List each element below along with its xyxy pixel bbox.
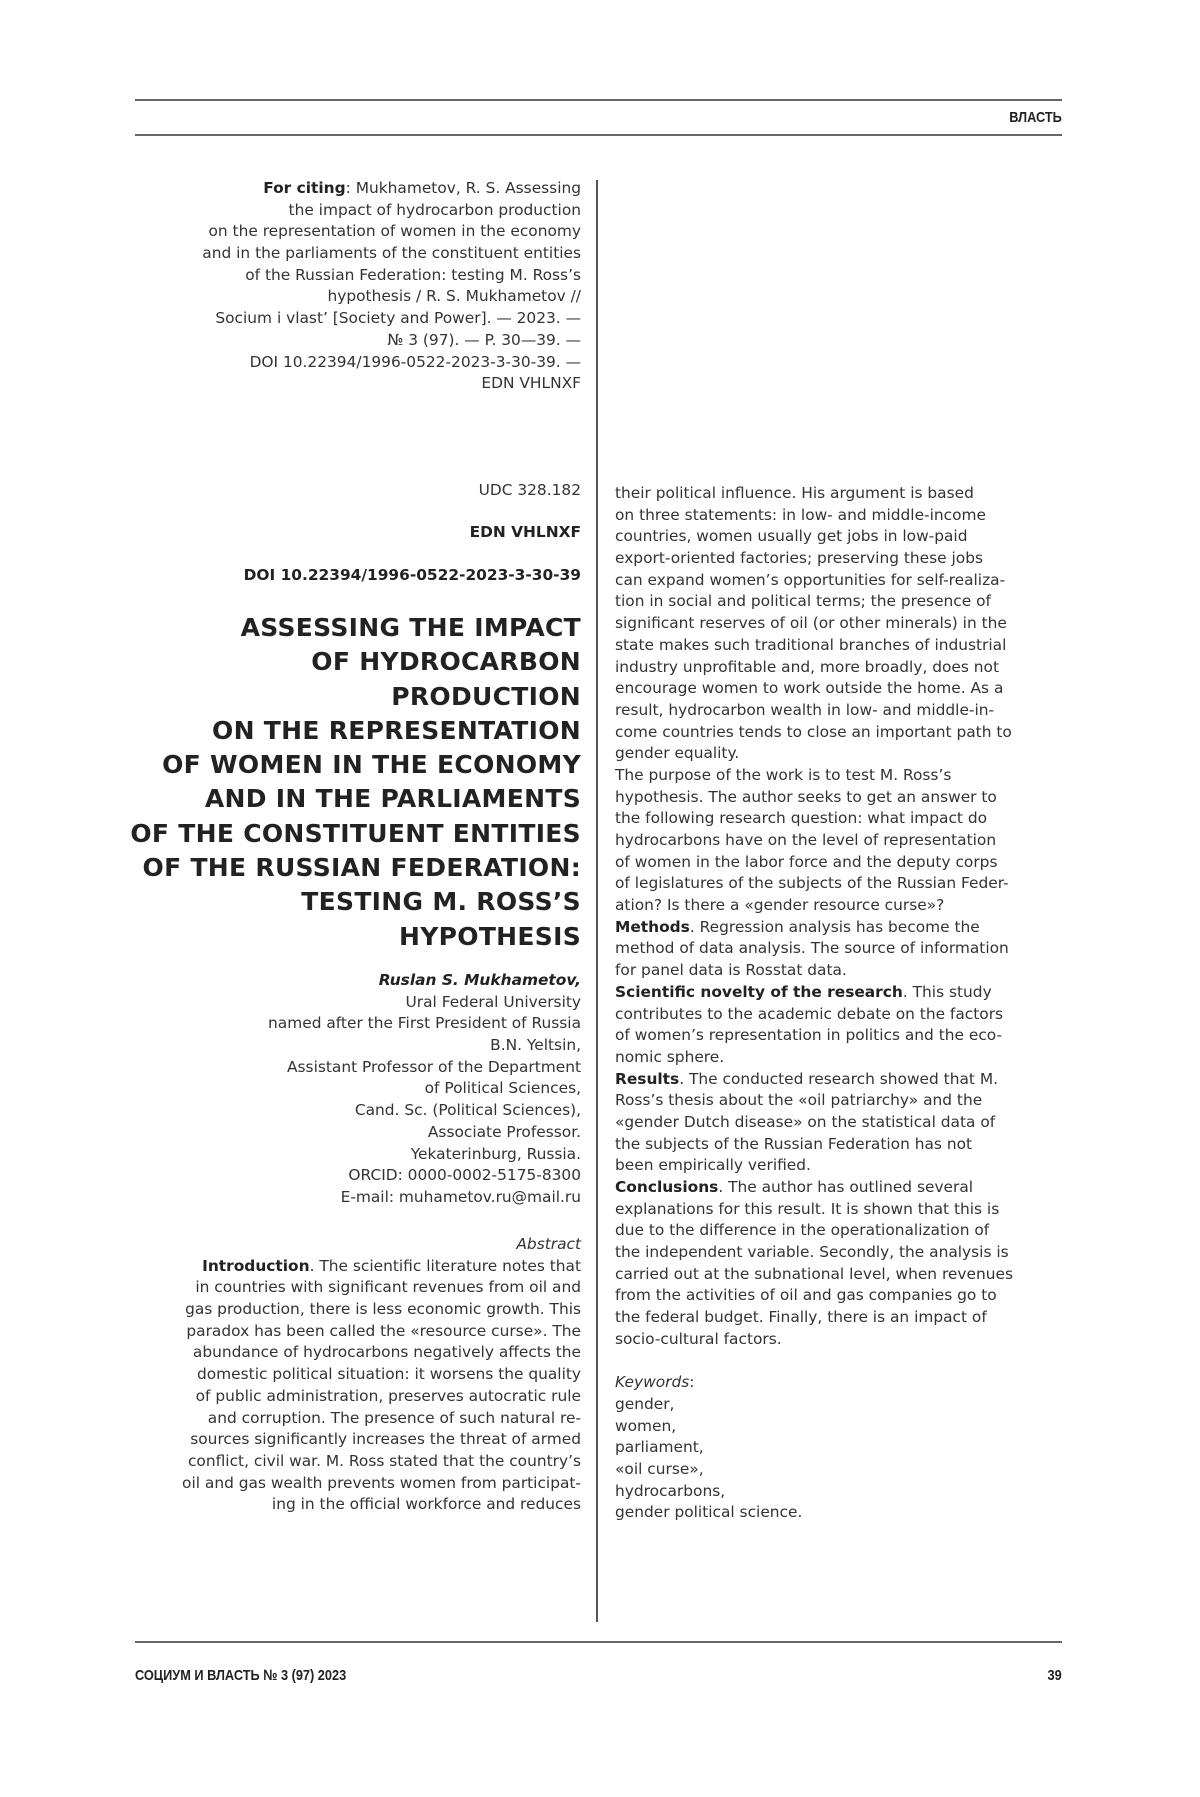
abstract-line bbox=[615, 982, 1075, 1004]
abstract-line: state makes such traditional branches of industrial bbox=[615, 635, 1075, 657]
abstract-line: result, hydrocarbon wealth in low- and middle-in- bbox=[615, 700, 1075, 722]
title-line: OF THE RUSSIAN FEDERATION: bbox=[90, 851, 581, 885]
author-line: Cand. Sc. (Political Sciences), bbox=[120, 1100, 581, 1122]
abstract-text: . The author has outlined several bbox=[718, 1178, 973, 1196]
citation-text: : Mukhametov, R. S. Assessing bbox=[346, 179, 581, 197]
author-line: Ural Federal University bbox=[120, 992, 581, 1014]
citation-line: EDN VHLNXF bbox=[120, 373, 581, 395]
author-block bbox=[120, 970, 581, 1209]
abstract-line: of women in the labor force and the deputy corps bbox=[615, 852, 1075, 874]
citation-label: For citing bbox=[263, 179, 345, 197]
abstract-line: the subjects of the Russian Federation has not bbox=[615, 1134, 1075, 1156]
abstract-line: due to the difference in the operationalization of bbox=[615, 1220, 1075, 1242]
abstract-line: and corruption. The presence of such natural re- bbox=[120, 1408, 581, 1430]
title-line: OF THE CONSTITUENT ENTITIES bbox=[90, 817, 581, 851]
abstract-text: . This study bbox=[903, 983, 992, 1001]
title-line: ASSESSING THE IMPACT bbox=[90, 611, 581, 645]
abstract-line: encourage women to work outside the home. As a bbox=[615, 678, 1075, 700]
keywords-colon: : bbox=[689, 1373, 694, 1391]
introduction-label: Introduction bbox=[202, 1257, 309, 1275]
abstract-line: conflict, civil war. M. Ross stated that the country’s bbox=[120, 1451, 581, 1473]
citation-line: on the representation of women in the economy bbox=[120, 221, 581, 243]
abstract-line: domestic political situation: it worsens the quality bbox=[120, 1364, 581, 1386]
citation-line: DOI 10.22394/1996-0522-2023-3-30-39. — bbox=[120, 352, 581, 374]
abstract-line: hypothesis. The author seeks to get an answer to bbox=[615, 787, 1075, 809]
abstract-line: come countries tends to close an important path to bbox=[615, 722, 1075, 744]
author-line: Associate Professor. bbox=[120, 1122, 581, 1144]
abstract-line: of legislatures of the subjects of the Russian Feder- bbox=[615, 873, 1075, 895]
keyword: gender, bbox=[615, 1394, 1075, 1416]
methods-label: Methods bbox=[615, 918, 690, 936]
citation-line: and in the parliaments of the constituent entities bbox=[120, 243, 581, 265]
abstract-line: in countries with significant revenues from oil and bbox=[120, 1277, 581, 1299]
title-line: ON THE REPRESENTATION bbox=[90, 714, 581, 748]
spacer bbox=[615, 1351, 1075, 1373]
author-line: named after the First President of Russia bbox=[120, 1013, 581, 1035]
abstract-line: on three statements: in low- and middle-income bbox=[615, 505, 1075, 527]
abstract-line: gas production, there is less economic growth. This bbox=[120, 1299, 581, 1321]
abstract-line: of public administration, preserves autocratic rule bbox=[120, 1386, 581, 1408]
citation-line: hypothesis / R. S. Mukhametov // bbox=[120, 286, 581, 308]
title-line: AND IN THE PARLIAMENTS bbox=[90, 782, 581, 816]
abstract-line: socio-cultural factors. bbox=[615, 1329, 1075, 1351]
edn: EDN VHLNXF bbox=[470, 523, 581, 541]
keyword: women, bbox=[615, 1416, 1075, 1438]
header-rule-top bbox=[135, 99, 1062, 101]
abstract-line: ation? Is there a «gender resource curse»? bbox=[615, 895, 1075, 917]
abstract-line bbox=[120, 1256, 581, 1278]
section-title: ВЛАСТЬ bbox=[1009, 109, 1062, 126]
doi: DOI 10.22394/1996-0522-2023-3-30-39 bbox=[244, 566, 581, 584]
page-number: 39 bbox=[1048, 1667, 1062, 1684]
abstract-line: of women’s representation in politics and the eco- bbox=[615, 1025, 1075, 1047]
keyword: «oil curse», bbox=[615, 1459, 1075, 1481]
abstract-line: from the activities of oil and gas companies go to bbox=[615, 1285, 1075, 1307]
citation-block bbox=[120, 178, 581, 395]
title-line: PRODUCTION bbox=[90, 680, 581, 714]
citation-line: Socium i vlast’ [Society and Power]. — 2023. — bbox=[120, 308, 581, 330]
abstract-line: method of data analysis. The source of information bbox=[615, 938, 1075, 960]
abstract-line: their political influence. His argument is based bbox=[615, 483, 1075, 505]
title-line: OF WOMEN IN THE ECONOMY bbox=[90, 748, 581, 782]
author-line: of Political Sciences, bbox=[120, 1078, 581, 1100]
abstract-label: Abstract bbox=[120, 1234, 581, 1256]
abstract-line: significant reserves of oil (or other minerals) in the bbox=[615, 613, 1075, 635]
abstract-line: for panel data is Rosstat data. bbox=[615, 960, 1075, 982]
abstract-line: oil and gas wealth prevents women from participat- bbox=[120, 1473, 581, 1495]
abstract-line: carried out at the subnational level, when revenues bbox=[615, 1264, 1075, 1286]
abstract-line: explanations for this result. It is shown that this is bbox=[615, 1199, 1075, 1221]
abstract-line: nomic sphere. bbox=[615, 1047, 1075, 1069]
author-line: ORCID: 0000-0002-5175-8300 bbox=[120, 1165, 581, 1187]
abstract-line bbox=[615, 917, 1075, 939]
column-divider bbox=[596, 180, 598, 1622]
abstract-line: export-oriented factories; preserving these jobs bbox=[615, 548, 1075, 570]
footer-journal: СОЦИУМ И ВЛАСТЬ № 3 (97) 2023 bbox=[135, 1667, 346, 1684]
citation-line bbox=[120, 178, 581, 200]
abstract-line: the federal budget. Finally, there is an impact of bbox=[615, 1307, 1075, 1329]
abstract-line: hydrocarbons have on the level of representation bbox=[615, 830, 1075, 852]
abstract-line: abundance of hydrocarbons negatively affects the bbox=[120, 1342, 581, 1364]
abstract-line: the independent variable. Secondly, the analysis is bbox=[615, 1242, 1075, 1264]
author-line: Yekaterinburg, Russia. bbox=[120, 1144, 581, 1166]
abstract-line: can expand women’s opportunities for self-realiza- bbox=[615, 570, 1075, 592]
keyword: hydrocarbons, bbox=[615, 1481, 1075, 1503]
abstract-line: sources significantly increases the threat of armed bbox=[120, 1429, 581, 1451]
title-line: OF HYDROCARBON bbox=[90, 645, 581, 679]
abstract-intro bbox=[120, 1234, 581, 1516]
abstract-line: countries, women usually get jobs in low-paid bbox=[615, 526, 1075, 548]
novelty-label: Scientific novelty of the research bbox=[615, 983, 903, 1001]
abstract-line: The purpose of the work is to test M. Ross’s bbox=[615, 765, 1075, 787]
abstract-line: paradox has been called the «resource curse». The bbox=[120, 1321, 581, 1343]
footer-rule bbox=[135, 1641, 1062, 1643]
abstract-line: tion in social and political terms; the presence of bbox=[615, 591, 1075, 613]
abstract-line: Ross’s thesis about the «oil patriarchy» and the bbox=[615, 1090, 1075, 1112]
keywords-label: Keywords bbox=[615, 1373, 689, 1391]
abstract-line: ing in the official workforce and reduces bbox=[120, 1494, 581, 1516]
results-label: Results bbox=[615, 1070, 679, 1088]
abstract-text: . The conducted research showed that M. bbox=[679, 1070, 998, 1088]
citation-line: of the Russian Federation: testing M. Ross’s bbox=[120, 265, 581, 287]
abstract-line: been empirically verified. bbox=[615, 1155, 1075, 1177]
title-line: TESTING M. ROSS’S bbox=[90, 885, 581, 919]
abstract-text: . Regression analysis has become the bbox=[690, 918, 980, 936]
keywords-heading bbox=[615, 1372, 1075, 1394]
abstract-line: industry unprofitable and, more broadly, does not bbox=[615, 657, 1075, 679]
article-title bbox=[90, 611, 581, 954]
abstract-line bbox=[615, 1069, 1075, 1091]
header-rule-bottom bbox=[135, 134, 1062, 136]
citation-line: the impact of hydrocarbon production bbox=[120, 200, 581, 222]
abstract-line: the following research question: what impact do bbox=[615, 808, 1075, 830]
abstract-line: «gender Dutch disease» on the statistical data of bbox=[615, 1112, 1075, 1134]
author-name: Ruslan S. Mukhametov, bbox=[120, 970, 581, 992]
keyword: gender political science. bbox=[615, 1502, 1075, 1524]
author-line: Assistant Professor of the Department bbox=[120, 1057, 581, 1079]
abstract-line: gender equality. bbox=[615, 743, 1075, 765]
author-email: E-mail: muhametov.ru@mail.ru bbox=[120, 1187, 581, 1209]
abstract-continued bbox=[615, 483, 1075, 1524]
title-line: HYPOTHESIS bbox=[90, 920, 581, 954]
citation-line: № 3 (97). — P. 30—39. — bbox=[120, 330, 581, 352]
abstract-line: contributes to the academic debate on the factors bbox=[615, 1004, 1075, 1026]
abstract-line bbox=[615, 1177, 1075, 1199]
conclusions-label: Conclusions bbox=[615, 1178, 718, 1196]
keyword: parliament, bbox=[615, 1437, 1075, 1459]
abstract-text: . The scientific literature notes that bbox=[310, 1257, 581, 1275]
udc: UDC 328.182 bbox=[479, 481, 581, 499]
author-line: B.N. Yeltsin, bbox=[120, 1035, 581, 1057]
